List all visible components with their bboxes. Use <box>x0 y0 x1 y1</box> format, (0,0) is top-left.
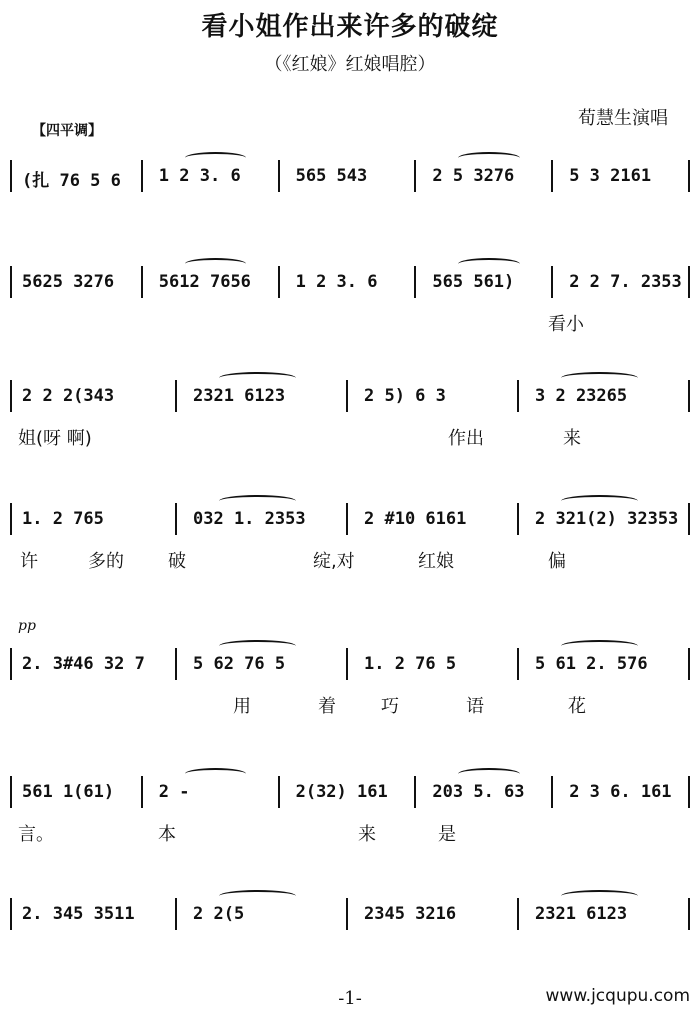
barline <box>517 380 519 412</box>
dynamic-marking: pp <box>18 618 36 634</box>
measure: (扎 76 5 6 <box>22 171 121 191</box>
barline <box>346 898 348 930</box>
lyric-word: 多的 <box>88 551 124 572</box>
lyric-word: 破 <box>168 551 186 572</box>
slur-mark <box>561 372 638 384</box>
lyric-word: 姐(呀 啊) <box>18 428 92 449</box>
measure: 1 2 3. 6 <box>295 272 378 292</box>
measure: 2. 3#46 32 7 <box>22 654 145 674</box>
measure: 2 5 3276 <box>432 166 515 186</box>
lyric-word: 着 <box>318 696 336 717</box>
performer-credit: 荀慧生演唱 <box>578 108 668 129</box>
notation-line <box>8 495 692 535</box>
measure: 565 543 <box>295 166 368 186</box>
lyric-word: 花 <box>568 696 586 717</box>
measure: 2 2(5 <box>193 904 245 924</box>
lyric-word: 绽,对 <box>313 551 355 572</box>
measure: 5 3 2161 <box>569 166 652 186</box>
score-system <box>8 768 692 858</box>
slur-mark <box>185 258 247 270</box>
lyric-word: 用 <box>233 696 251 717</box>
measure: 3 2 23265 <box>535 386 628 406</box>
lyric-word: 看小 <box>548 314 584 335</box>
barline <box>346 380 348 412</box>
barline <box>175 898 177 930</box>
slur-mark <box>458 768 520 780</box>
measure: 2 3 6. 161 <box>569 782 672 802</box>
notation-line <box>8 768 692 808</box>
barline <box>551 160 553 192</box>
measure: 5612 7656 <box>158 272 251 292</box>
lyric-word: 来 <box>563 428 581 449</box>
lyrics-line <box>8 820 692 846</box>
barline <box>688 266 690 298</box>
barline <box>688 776 690 808</box>
barline <box>517 503 519 535</box>
lyric-word: 红娘 <box>418 551 454 572</box>
song-subtitle: （《红娘》红娘唱腔） <box>264 54 436 75</box>
measure: 2 - <box>158 782 190 802</box>
measure: 5 62 76 5 <box>193 654 286 674</box>
score-system <box>8 372 692 462</box>
lyric-word: 作出 <box>448 428 484 449</box>
measure: 5625 3276 <box>22 272 115 292</box>
lyrics-line <box>8 424 692 450</box>
song-title: 看小姐作出来许多的破绽 <box>201 12 499 42</box>
score-system <box>8 640 692 730</box>
lyrics-line <box>8 692 692 718</box>
notation-line <box>8 372 692 412</box>
barline <box>688 160 690 192</box>
measure: 565 561) <box>432 272 515 292</box>
barline <box>414 776 416 808</box>
measure: 1. 2 765 <box>22 509 104 529</box>
lyrics-line <box>8 310 692 336</box>
barline <box>278 266 280 298</box>
measure: 1 2 3. 6 <box>158 166 241 186</box>
measure: 032 1. 2353 <box>193 509 306 529</box>
barline <box>10 266 12 298</box>
score-system <box>8 152 692 242</box>
lyric-word: 语 <box>466 696 484 717</box>
barline <box>517 648 519 680</box>
lyric-word: 是 <box>438 824 456 845</box>
slur-mark <box>185 768 247 780</box>
barline <box>688 648 690 680</box>
slur-mark <box>561 640 638 652</box>
notation-line <box>8 152 692 192</box>
measure: 2 #10 6161 <box>364 509 467 529</box>
slur-mark <box>458 152 520 164</box>
barline <box>688 503 690 535</box>
barline <box>10 160 12 192</box>
measure: 203 5. 63 <box>432 782 525 802</box>
measure: 1. 2 76 5 <box>364 654 457 674</box>
lyrics-line <box>8 547 692 573</box>
lyric-word: 来 <box>358 824 376 845</box>
lyric-word: 巧 <box>381 696 399 717</box>
score-system <box>8 890 692 980</box>
barline <box>414 266 416 298</box>
barline <box>688 898 690 930</box>
barline <box>278 776 280 808</box>
measure: 2321 6123 <box>535 904 628 924</box>
barline <box>141 160 143 192</box>
slur-mark <box>561 890 638 902</box>
barline <box>551 776 553 808</box>
score-system <box>8 495 692 585</box>
barline <box>346 503 348 535</box>
barline <box>10 380 12 412</box>
measure: 2345 3216 <box>364 904 457 924</box>
barline <box>346 648 348 680</box>
barline <box>10 776 12 808</box>
measure: 2321 6123 <box>193 386 286 406</box>
lyric-word: 许 <box>20 551 38 572</box>
barline <box>175 503 177 535</box>
slur-mark <box>219 495 296 507</box>
barline <box>141 776 143 808</box>
barline <box>414 160 416 192</box>
barline <box>10 648 12 680</box>
notation-line <box>8 890 692 930</box>
slur-mark <box>219 372 296 384</box>
notation-line <box>8 640 692 680</box>
barline <box>175 648 177 680</box>
slur-mark <box>185 152 247 164</box>
watermark: www.jcqupu.com <box>545 986 690 1006</box>
lyric-word: 本 <box>158 824 176 845</box>
mode-marking: 【四平调】 <box>32 123 102 139</box>
slur-mark <box>458 258 520 270</box>
measure: 5 61 2. 576 <box>535 654 648 674</box>
barline <box>10 898 12 930</box>
lyric-word: 言。 <box>18 824 54 845</box>
measure: 2 2 2(343 <box>22 386 115 406</box>
page-number: -1- <box>338 988 362 1009</box>
barline <box>551 266 553 298</box>
barline <box>175 380 177 412</box>
measure: 2 321(2) 32353 <box>535 509 679 529</box>
measure: 2. 345 3511 <box>22 904 135 924</box>
slur-mark <box>219 640 296 652</box>
measure: 2(32) 161 <box>295 782 388 802</box>
measure: 2 2 7. 2353 <box>569 272 682 292</box>
barline <box>278 160 280 192</box>
barline <box>141 266 143 298</box>
barline <box>517 898 519 930</box>
barline <box>688 380 690 412</box>
measure: 2 5) 6 3 <box>364 386 446 406</box>
lyric-word: 偏 <box>548 551 566 572</box>
slur-mark <box>219 890 296 902</box>
notation-line <box>8 258 692 298</box>
slur-mark <box>561 495 638 507</box>
measure: 561 1(61) <box>22 782 115 802</box>
barline <box>10 503 12 535</box>
score-system <box>8 258 692 348</box>
